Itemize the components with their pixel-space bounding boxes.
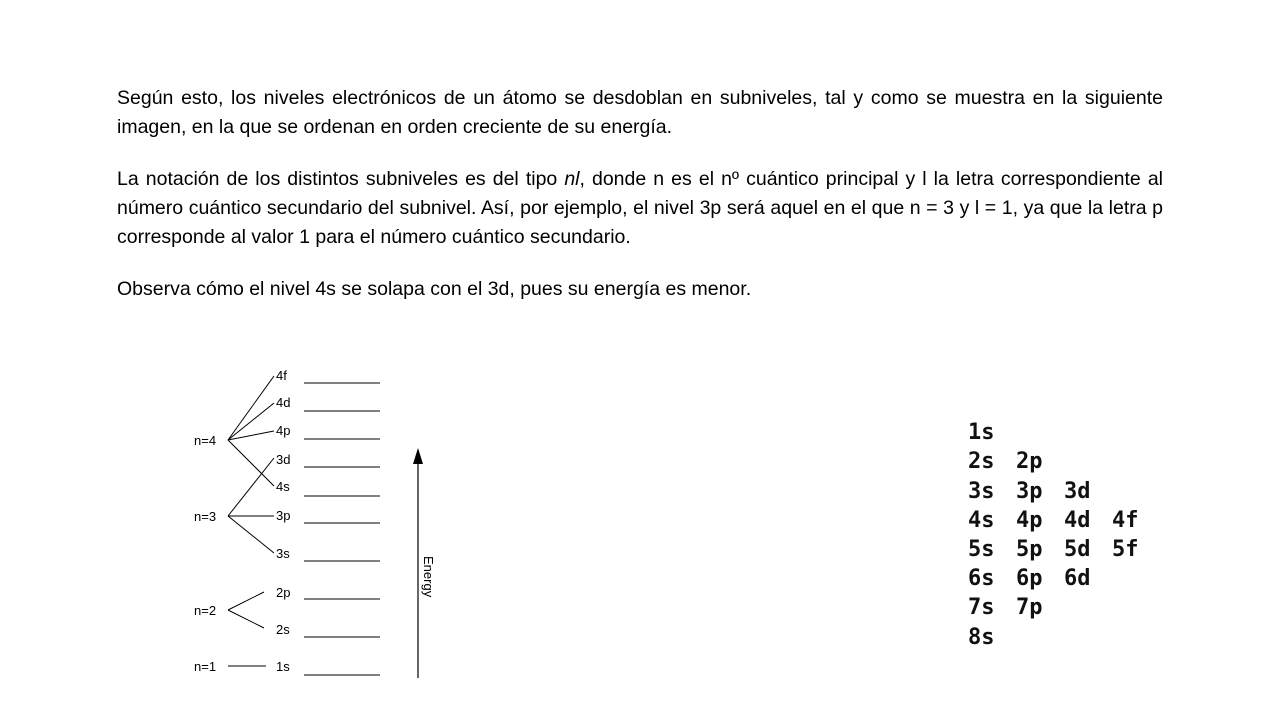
order-cell: 1s	[967, 420, 995, 446]
order-cell: 6p	[1015, 566, 1043, 592]
paragraph-1: Según esto, los niveles electrónicos de un átomo se desdoblan en subniveles, tal y como se muestra en la siguiente imagen, en la que se ordenan en orden creciente de su energía.	[117, 87, 1163, 138]
order-cell: 3s	[967, 478, 995, 504]
level-label-n1: n=1	[194, 659, 217, 674]
order-cell: 4d	[1063, 507, 1091, 533]
order-cell: 5d	[1063, 536, 1091, 562]
sublevel-label-4d: 4d	[276, 395, 291, 410]
order-cell: 8s	[967, 624, 995, 650]
sublevel-label-3d: 3d	[276, 452, 291, 467]
order-cell: 5p	[1015, 536, 1043, 562]
sublevel-label-2p: 2p	[276, 585, 291, 600]
order-cell: 3p	[1015, 478, 1043, 504]
sublevel-label-2s: 2s	[276, 622, 290, 637]
connector-n2-2s	[228, 610, 264, 628]
connector-n4-4p	[228, 431, 274, 440]
splitting-lines	[228, 376, 274, 666]
text-block	[117, 84, 1163, 304]
order-cell: 6s	[967, 566, 995, 592]
energy-axis-label: Energy	[421, 556, 436, 598]
level-label-n3: n=3	[194, 509, 217, 524]
sublevel-label-4p: 4p	[276, 423, 291, 438]
order-row-1	[915, 389, 1160, 446]
paragraph-2	[117, 165, 1163, 252]
sublevel-label-4s: 4s	[276, 479, 290, 494]
order-cell: 2p	[1015, 449, 1043, 475]
paragraph-2-start: La notación de los distintos subniveles es del tipo	[117, 168, 565, 190]
order-cell: 5f	[1111, 536, 1139, 562]
order-cell: 2s	[967, 449, 995, 475]
paragraph-3: Observa cómo el nivel 4s se solapa con el 3d, pues su energía es menor.	[117, 278, 752, 300]
order-cell: 5s	[967, 536, 995, 562]
sublevel-label-3s: 3s	[276, 546, 290, 561]
paragraph-2-end: , donde n es el nº cuántico principal y l la letra correspondiente al número cuántico secundario del subnivel. Así, por ejemplo, el nivel 3p será aquel en el que n = 3 y l = 1, ya que la letra p corresponde al valor 1 para el número cuántico secundario.	[117, 168, 1164, 248]
energy-arrow-head-icon	[413, 448, 423, 464]
order-cell: 4s	[967, 507, 995, 533]
connector-n3-3s	[228, 516, 274, 553]
order-cell: 7s	[967, 595, 995, 621]
connector-n2-2p	[228, 592, 264, 610]
sublevel-label-1s: 1s	[276, 659, 290, 674]
level-label-n2: n=2	[194, 603, 217, 618]
order-cell: 4p	[1015, 507, 1043, 533]
order-cell: 6d	[1063, 566, 1091, 592]
level-label-n4: n=4	[194, 433, 217, 448]
notation-nl: nl	[564, 168, 580, 190]
sublevel-label-3p: 3p	[276, 508, 291, 523]
connector-n3-3d	[228, 458, 274, 516]
order-cell: 7p	[1015, 595, 1043, 621]
sublevel-order-table	[915, 389, 1160, 650]
energy-level-diagram	[180, 360, 460, 690]
connector-n4-4s	[228, 440, 274, 486]
sublevel-label-4f: 4f	[276, 368, 287, 383]
order-cell: 4f	[1111, 507, 1139, 533]
order-cell: 3d	[1063, 478, 1091, 504]
